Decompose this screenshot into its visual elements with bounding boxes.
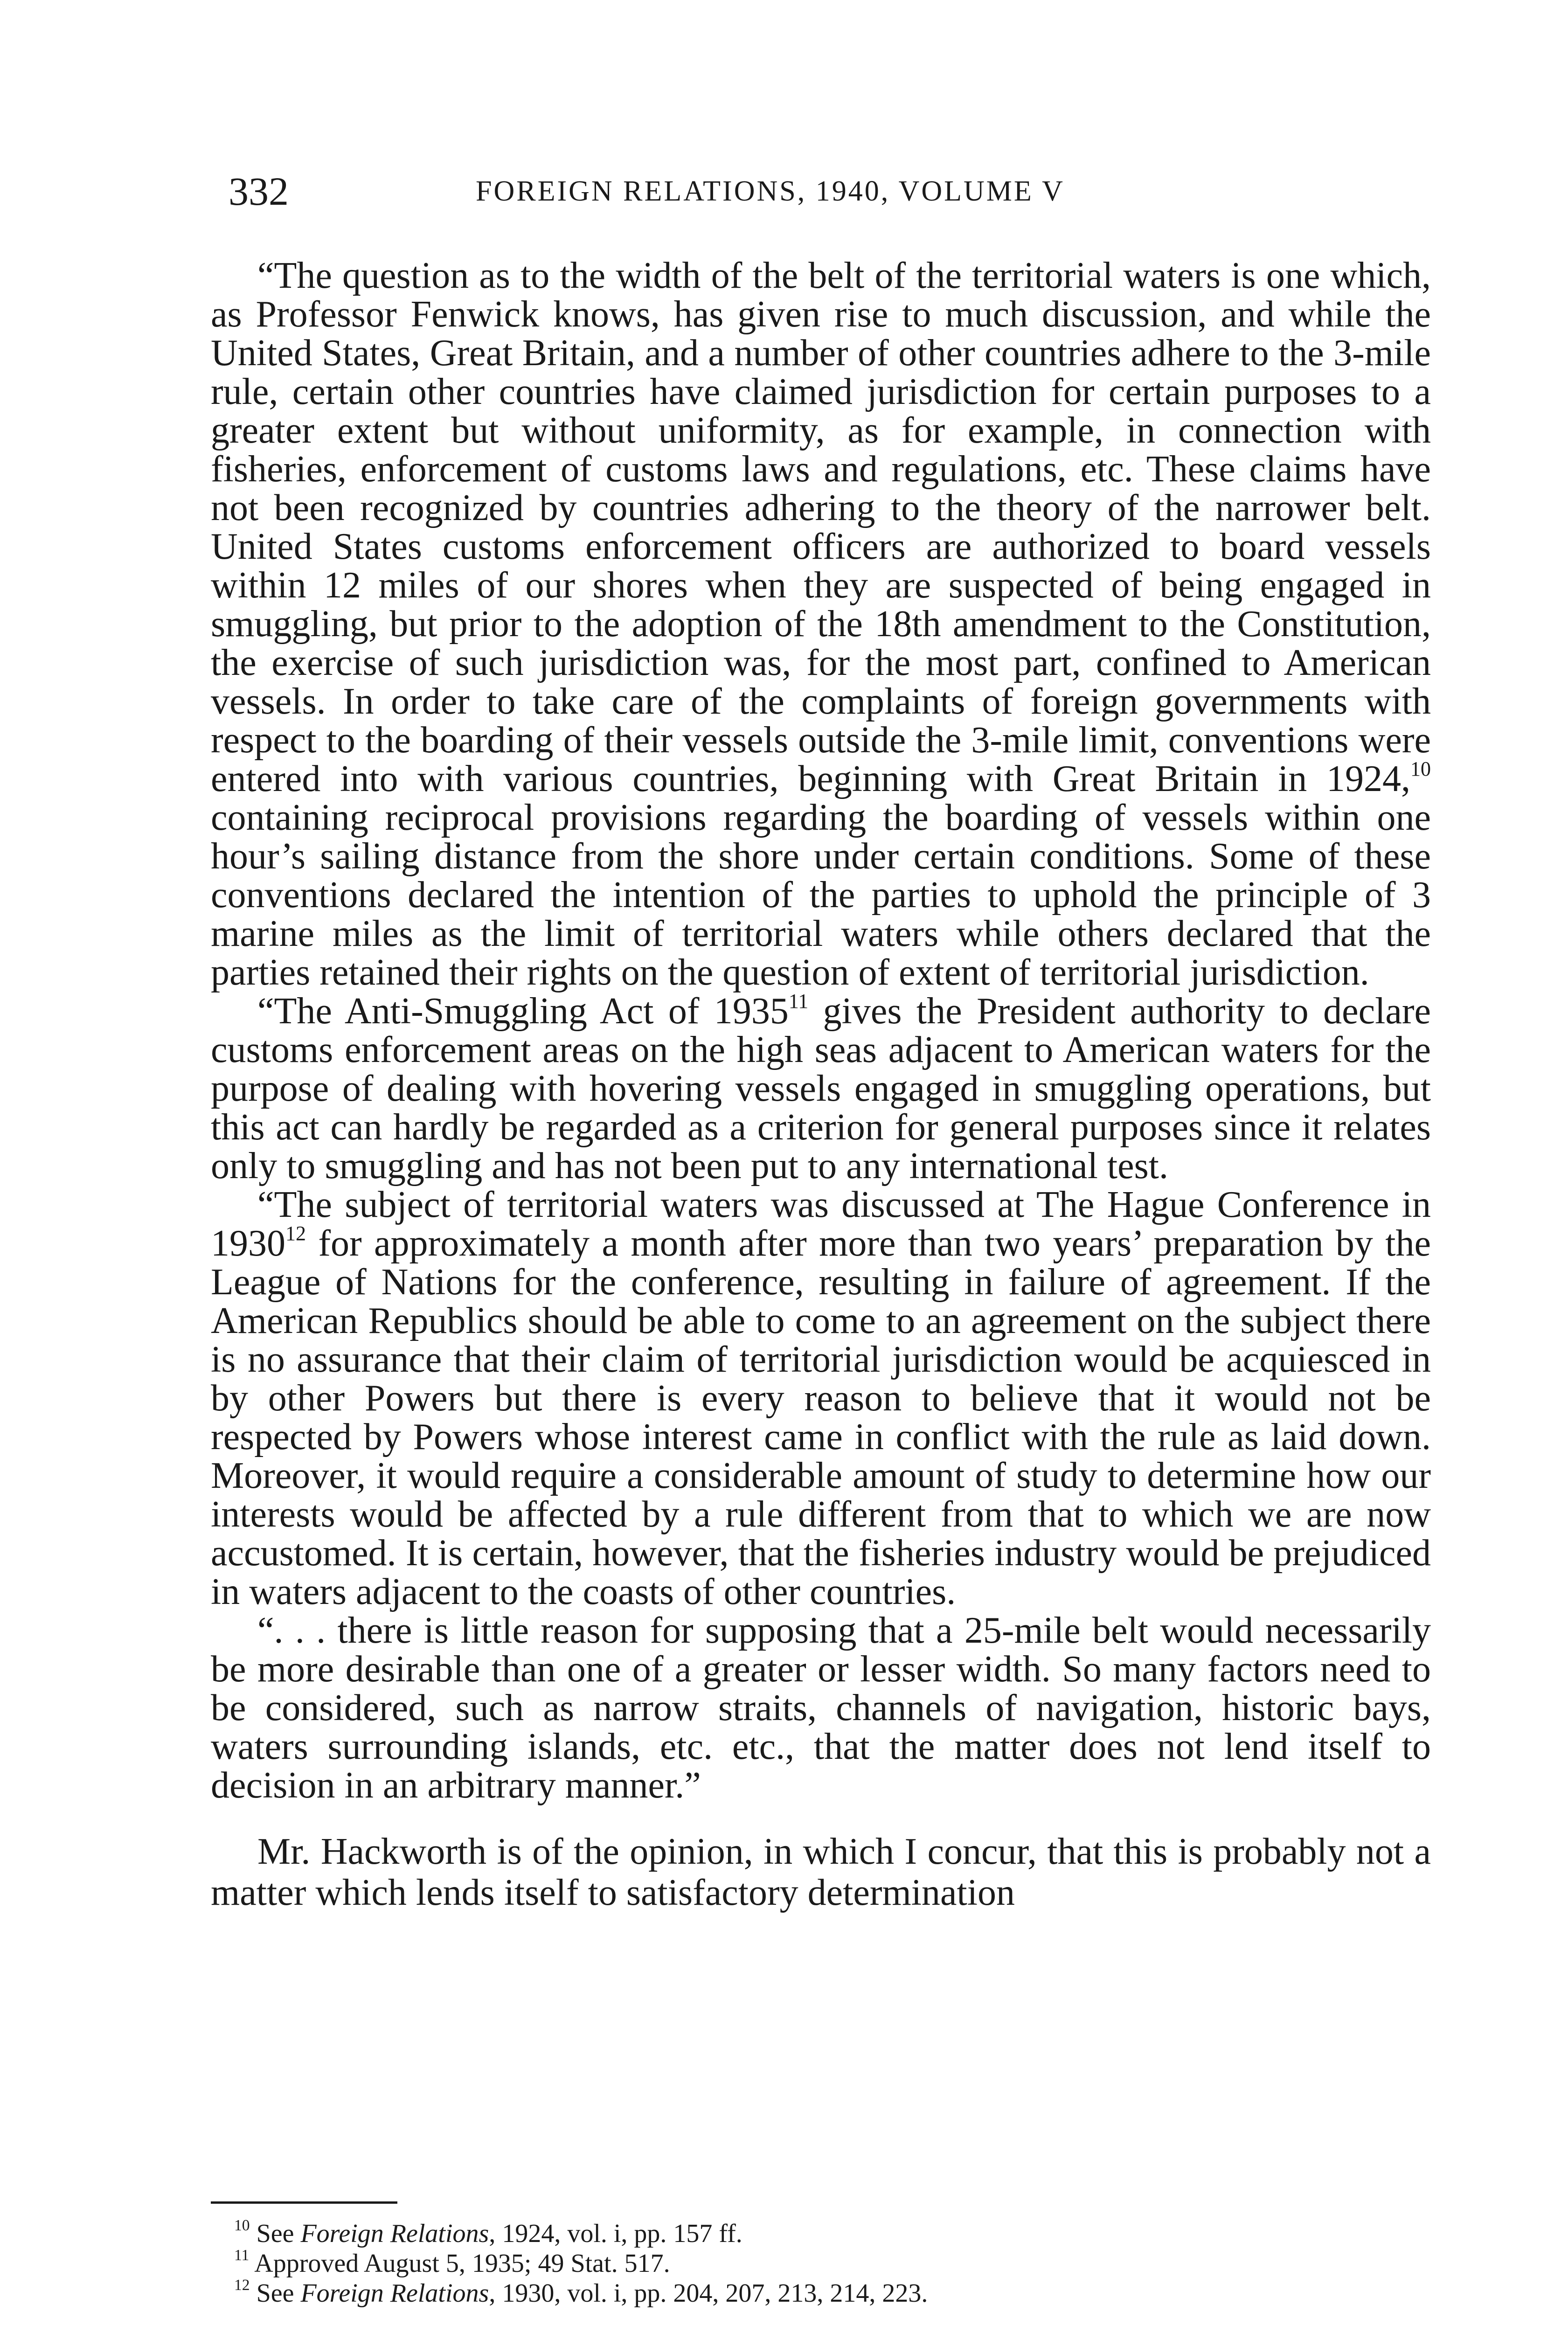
footnote-11: $^{11}$ Approved August 5, 1935; 49 Stat. 517. xyxy=(234,2246,670,2278)
paragraph-hackworth-opinion: Mr. Hackworth is of the opinion, in which I concur, that this is probably not a matter which lends itself to satisfactory determination xyxy=(211,1831,1431,1913)
paragraph-hague-conference: “The subject of territorial waters was discussed at The Hague Conference in 1930$^{12}$ for approximately a month after more than two years’ preparation by the League of Nations for the conference, resulting in failure of agreement. If the American Republics should be able to come to an agreement on the subject there is no assurance that their claim of territorial jurisdiction would be acquiesced in by other Powers but there is every reason to believe that it would not be respected by Powers whose interest came in conflict with the rule as laid down. Moreover, it would require a considerable amount of study to determine how our interests would be affected by a rule different from that to which we are now accustomed. It is certain, however, that the fisheries industry would be prejudiced in waters adjacent to the coasts of other countries. xyxy=(211,1184,1431,1612)
footnote-ref-10[interactable]: 10 xyxy=(1410,757,1431,780)
footnote-12: $^{12}$ See Foreign Relations, 1930, vol. i, pp. 204, 207, 213, 214, 223. xyxy=(234,2276,928,2308)
footnote-ref-12[interactable]: 12 xyxy=(285,1222,306,1245)
running-head: FOREIGN RELATIONS, 1940, VOLUME V xyxy=(476,175,1065,207)
page-header xyxy=(215,166,1436,217)
footnotes xyxy=(211,2201,1431,2308)
footnote-ref-11[interactable]: 11 xyxy=(788,990,809,1013)
paragraph-25-mile-belt: “. . . there is little reason for supposing that a 25-mile belt would necessarily be more desirable than one of a greater or lesser width. So many factors need to be considered, such as narrow straits, channels of navigation, historic bays, waters surrounding islands, etc. etc., that the matter does not lend itself to decision in an arbitrary manner.” xyxy=(211,1610,1431,1806)
body-text xyxy=(211,257,1431,1913)
paragraph-anti-smuggling-act: “The Anti-Smuggling Act of 1935$^{11}$ gives the President authority to declare customs enforcement areas on the high seas adjacent to American waters for the purpose of dealing with hovering vessels engaged in smuggling operations, but this act can hardly be regarded as a criterion for general purposes since it relates only to smuggling and has not been put to any international test. xyxy=(211,990,1431,1187)
paragraph-territorial-waters-width: “The question as to the width of the belt of the territorial waters is one which, as Professor Fenwick knows, has given rise to much discussion, and while the United States, Great Britain, and a number of other countries adhere to the 3-mile rule, certain other countries have claimed jurisdiction for certain purposes to a greater extent but without uniformity, as for example, in connection with fisheries, enforcement of customs laws and regulations, etc. These claims have not been recognized by countries adhering to the theory of the narrower belt. United States customs enforcement officers are authorized to board vessels within 12 miles of our shores when they are suspected of being engaged in smuggling, but prior to the adoption of the 18th amendment to the Constitution, the exercise of such jurisdiction was, for the most part, confined to American vessels. In order to take care of the complaints of foreign governments with respect to the boarding of their vessels outside the 3-mile limit, conventions were entered into with various countries, beginning with Great Britain in 1924,10 containing reciprocal provisions regarding the boarding of vessels within one hour’s sailing distance from the shore under certain conditions. Some of these conventions declared the intention of the parties to uphold the principle of 3 marine miles as the limit of territorial waters while others declared that the parties retained their rights on the question of extent of territorial jurisdiction. xyxy=(211,255,1431,993)
page-number: 332 xyxy=(229,169,289,214)
footnote-divider xyxy=(211,2201,397,2204)
footnote-10: $^{10}$ See Foreign Relations, 1924, vol. i, pp. 157 ff. xyxy=(234,2216,742,2248)
